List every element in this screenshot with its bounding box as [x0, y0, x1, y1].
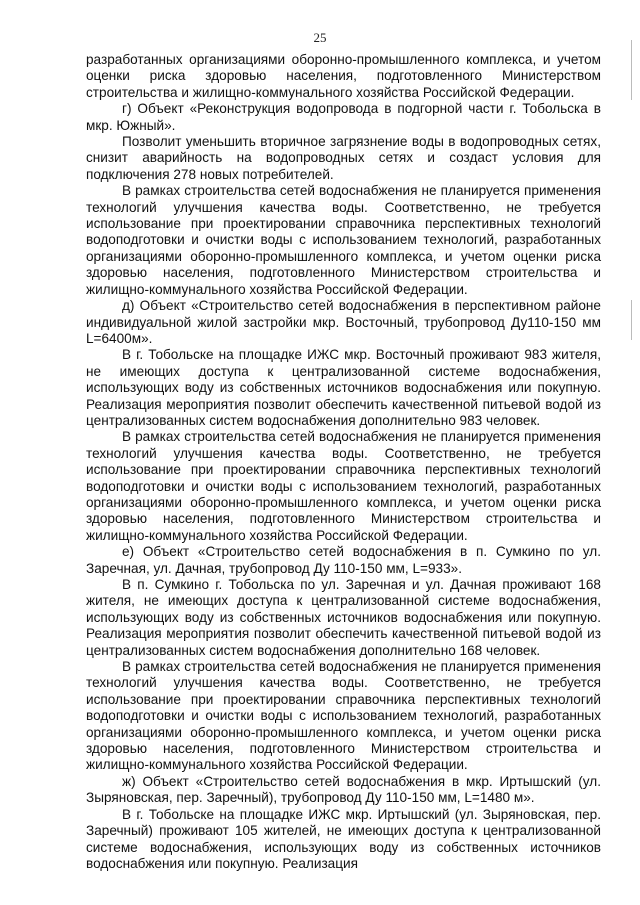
paragraph-object-g-heading: г) Объект «Реконструкция водопровода в подгорной части г. Тобольска в мкр. Южный». [86, 101, 601, 133]
paragraph: В рамках строительства сетей водоснабжения не планируется применения технологий улучшения качества воды. Соответственно, не требуется использование при проектировании справочника перспективных технологий водоподготовки и очистки воды с использованием технологий, разработанных организациями оборонно-промышленного комплекса, и учетом оценки риска здоровью населения, подготовленного Министерством строительства и жилищно-коммунального хозяйства Российской Федерации. [86, 183, 601, 297]
paragraph: В г. Тобольске на площадке ИЖС мкр. Восточный проживают 983 жителя, не имеющих доступа к централизованной системе водоснабжения, использующих воду из собственных источников водоснабжения или покупную. Реализация мероприятия позволит обеспечить качественной питьевой водой из централизованных систем водоснабжения дополнительно 983 человек. [86, 347, 601, 428]
paragraph: В рамках строительства сетей водоснабжения не планируется применения технологий улучшения качества воды. Соответственно, не требуется использование при проектировании справочника перспективных технологий водоподготовки и очистки воды с использованием технологий, разработанных организациями оборонно-промышленного комплекса, и учетом оценки риска здоровью населения, подготовленного Министерством строительства и жилищно-коммунального хозяйства Российской Федерации. [86, 659, 601, 773]
scan-edge-mark [631, 40, 632, 100]
paragraph-continuation: разработанных организациями оборонно-промышленного комплекса, и учетом оценки риска здоровью населения, подготовленного Министерством строительства и жилищно-коммунального хозяйства Российской Федерации. [86, 52, 601, 100]
page-number: 25 [313, 30, 327, 45]
paragraph-object-zh-heading: ж) Объект «Строительство сетей водоснабжения в мкр. Иртышский (ул. Зыряновская, пер. Заречный), трубопровод Ду 110-150 мм, L=1480 м». [86, 773, 601, 806]
scan-edge-mark [631, 300, 632, 340]
paragraph: В п. Сумкино г. Тобольска по ул. Заречная и ул. Дачная проживают 168 жителя, не имеющих доступа к централизованной системе водоснабжения, использующих воду из собственных источников водоснабжения или покупную. Реализация мероприятия позволит обеспечить качественной питьевой водой из централизованных систем водоснабжения дополнительно 168 человек. [86, 577, 601, 658]
body-text [86, 52, 601, 872]
paragraph: В г. Тобольске на площадке ИЖС мкр. Иртышский (ул. Зыряновская, пер. Заречный) проживают 105 жителей, не имеющих доступа к централизованной системе водоснабжения, использующих воду из собственных источников водоснабжения или покупную. Реализация [86, 806, 601, 871]
paragraph-object-e-heading: е) Объект «Строительство сетей водоснабжения в п. Сумкино по ул. Заречная, ул. Дачная, трубопровод Ду 110-150 мм, L=933». [86, 544, 601, 576]
paragraph: Позволит уменьшить вторичное загрязнение воды в водопроводных сетях, снизит аварийность на водопроводных сетях и создаст условия для подключения 278 новых потребителей. [86, 134, 601, 182]
paragraph: В рамках строительства сетей водоснабжения не планируется применения технологий улучшения качества воды. Соответственно, не требуется использование при проектировании справочника перспективных технологий водоподготовки и очистки воды с использованием технологий, разработанных организациями оборонно-промышленного комплекса, и учетом оценки риска здоровью населения, подготовленного Министерством строительства и жилищно-коммунального хозяйства Российской Федерации. [86, 429, 601, 543]
paragraph-object-d-heading: д) Объект «Строительство сетей водоснабжения в перспективном районе индивидуальной жилой застройки мкр. Восточный, трубопровод Ду110-150 мм L=6400м». [86, 298, 601, 346]
